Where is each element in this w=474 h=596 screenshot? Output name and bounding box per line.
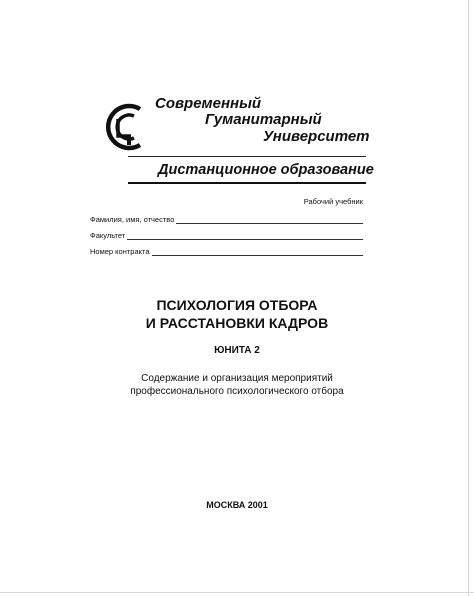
unit-subtitle-line-2: профессионального психологического отбора [130, 386, 344, 397]
header-divider-bottom [128, 182, 366, 184]
contract-number-field [90, 245, 363, 256]
university-logo [93, 95, 157, 159]
student-name-blank [176, 215, 363, 224]
university-name-line-3: Университет [263, 128, 370, 145]
faculty-blank [127, 231, 363, 240]
unit-subtitle-line-1: Содержание и организация мероприятий [141, 373, 333, 384]
university-name-line-1: Современный [155, 95, 262, 112]
contract-number-blank [152, 247, 363, 256]
faculty-field [90, 229, 363, 240]
document-type: Рабочий учебник [303, 197, 363, 206]
university-name-line-2: Гуманитарный [205, 111, 322, 128]
program-name: Дистанционное образование [158, 162, 374, 178]
contract-number-label: Номер контракта [90, 247, 150, 256]
course-title-line-2: И РАССТАНОВКИ КАДРОВ [145, 315, 329, 331]
header-divider-top [128, 156, 366, 157]
page-edge-bottom [0, 592, 474, 593]
student-name-label: Фамилия, имя, отчество [90, 215, 175, 224]
course-title-line-1: ПСИХОЛОГИЯ ОТБОРА [156, 297, 318, 313]
unit-label: ЮНИТА 2 [214, 345, 260, 356]
faculty-label: Факультет [90, 231, 126, 240]
publication-city-year: МОСКВА 2001 [206, 500, 268, 510]
student-name-field [90, 213, 363, 224]
